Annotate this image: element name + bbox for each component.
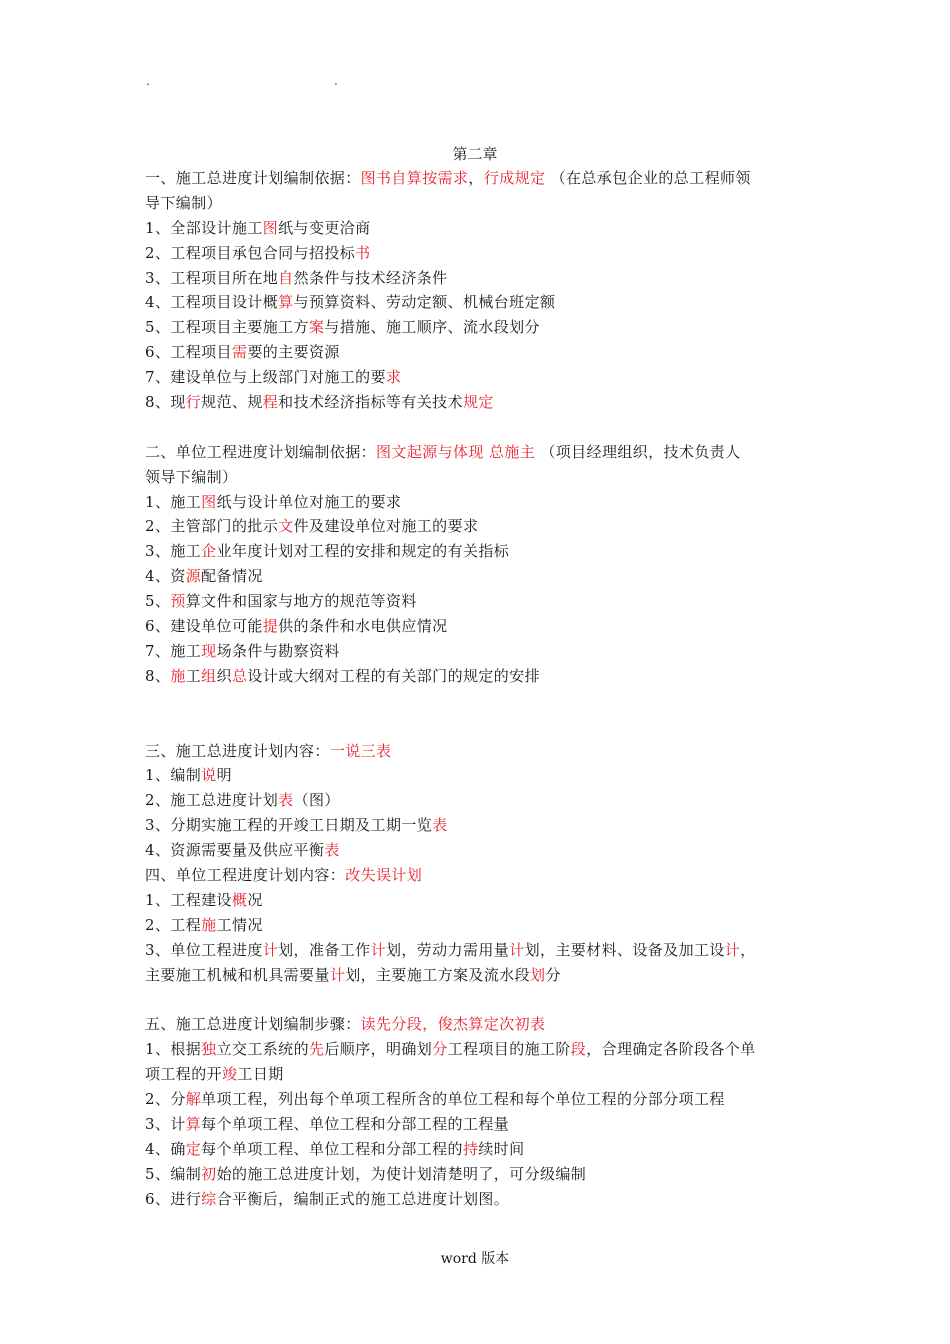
highlighted-text: 图书自算按需求 xyxy=(360,169,469,187)
text-line xyxy=(145,490,810,515)
text-segment: 工情况 xyxy=(216,915,263,934)
highlighted-text: 预 xyxy=(170,592,186,611)
highlighted-text: 段 xyxy=(570,1040,587,1059)
highlighted-text: 综 xyxy=(201,1189,217,1208)
text-segment: 立交工系统的 xyxy=(216,1040,309,1059)
text-segment: 5、编制 xyxy=(145,1164,202,1183)
text-segment: 始的施工总进度计划，为使计划清楚明了，可分级编制 xyxy=(216,1164,587,1183)
highlighted-text: 规定 xyxy=(462,393,494,412)
paragraph-gap xyxy=(145,415,810,440)
highlighted-text: 企 xyxy=(201,542,217,561)
text-segment: 和技术经济指标等有关技术 xyxy=(278,393,463,412)
text-segment: 领导下编制） xyxy=(145,467,238,486)
text-segment: 划，准备工作 xyxy=(278,940,371,959)
text-segment: 然条件与技术经济条件 xyxy=(293,268,448,287)
text-segment: 5、工程项目主要施工方 xyxy=(145,318,309,337)
highlighted-text: 说 xyxy=(201,766,217,785)
highlighted-text: 自 xyxy=(278,268,294,287)
text-segment: 4、确 xyxy=(145,1139,186,1158)
highlighted-text: 计 xyxy=(262,940,279,959)
highlighted-text: 行 xyxy=(185,393,202,412)
text-segment: 后顺序，明确划 xyxy=(324,1040,433,1059)
highlighted-text: 源 xyxy=(185,567,202,586)
text-segment: 五、施工总进度计划编制步骤： xyxy=(145,1015,361,1034)
highlighted-text: 施 xyxy=(170,666,186,685)
highlighted-text: 一说三表 xyxy=(329,741,392,760)
text-line xyxy=(145,913,810,938)
text-segment: 场条件与勘察资料 xyxy=(216,641,340,660)
text-segment: 5、 xyxy=(145,592,171,611)
text-segment: 明 xyxy=(216,766,232,785)
highlighted-text: 图 xyxy=(262,218,279,237)
text-segment: 3、计 xyxy=(145,1114,186,1133)
text-line xyxy=(145,564,810,589)
text-segment: 织 xyxy=(216,666,232,685)
text-line xyxy=(145,1062,810,1087)
text-segment: 况 xyxy=(247,890,263,909)
text-line xyxy=(145,365,810,390)
text-line xyxy=(145,1187,810,1212)
text-line xyxy=(145,290,810,315)
text-line xyxy=(145,589,810,614)
text-line xyxy=(145,1012,810,1037)
text-segment: 1、编制 xyxy=(145,766,202,785)
text-segment: 3、工程项目所在地 xyxy=(145,268,279,287)
text-line xyxy=(145,166,810,191)
text-segment: 工 xyxy=(185,666,202,685)
paragraph-gap xyxy=(145,987,810,1012)
text-segment: 二、单位工程进度计划编制依据： xyxy=(145,442,377,461)
highlighted-text: 组 xyxy=(201,666,217,685)
highlighted-text: 分 xyxy=(432,1040,448,1059)
text-segment: 2、工程项目承包合同与招投标 xyxy=(145,243,356,262)
text-line xyxy=(145,1137,810,1162)
highlighted-text: 计 xyxy=(509,940,525,959)
text-line xyxy=(145,191,810,216)
text-segment: 划，主要材料、设备及加工设 xyxy=(524,940,725,959)
text-line xyxy=(145,539,810,564)
text-segment: 合平衡后，编制正式的施工总进度计划图。 xyxy=(216,1189,510,1208)
text-segment: （项目经理组织，技术负责人 xyxy=(535,442,741,461)
paragraph-gap xyxy=(145,689,810,739)
text-line xyxy=(145,788,810,813)
page-footer: word 版本 xyxy=(440,1251,510,1267)
highlighted-text: 文 xyxy=(278,517,294,536)
text-segment: 每个单项工程、单位工程和分部工程的 xyxy=(201,1139,463,1158)
highlighted-text: 行成规定 xyxy=(483,169,546,187)
highlighted-text: 计 xyxy=(724,940,741,959)
text-segment: 1、工程建设 xyxy=(145,890,232,909)
text-segment: 供的条件和水电供应情况 xyxy=(278,617,448,636)
text-segment: 工程项目的施工阶 xyxy=(447,1040,571,1059)
text-segment: 7、施工 xyxy=(145,641,202,660)
text-segment: 2、施工总进度计划 xyxy=(145,791,279,810)
text-line xyxy=(145,1162,810,1187)
highlighted-text: 初 xyxy=(201,1164,217,1183)
text-line xyxy=(145,1112,810,1137)
highlighted-text: 求 xyxy=(385,368,402,387)
text-segment: 一、施工总进度计划编制依据： xyxy=(145,169,361,187)
chapter-title: 第二章 xyxy=(452,145,498,163)
text-segment: 项工程的开 xyxy=(145,1065,223,1084)
text-segment: 配备情况 xyxy=(201,567,263,586)
text-segment: ， xyxy=(740,940,756,959)
highlighted-text: 施 xyxy=(201,915,217,934)
highlighted-text: 竣 xyxy=(222,1065,238,1084)
text-segment: 2、分 xyxy=(145,1089,186,1108)
highlighted-text: 图 xyxy=(201,492,217,511)
text-line xyxy=(145,1037,810,1062)
text-segment: （在总承包企业的总工程师领 xyxy=(545,169,751,187)
text-line xyxy=(145,514,810,539)
text-segment: 6、进行 xyxy=(145,1189,202,1208)
text-line xyxy=(145,838,810,863)
highlighted-text: 持 xyxy=(462,1139,479,1158)
text-segment: 1、施工 xyxy=(145,492,202,511)
text-segment: 划，主要施工方案及流水段 xyxy=(345,965,531,984)
text-line xyxy=(145,241,810,266)
text-segment: 2、工程 xyxy=(145,915,202,934)
text-segment: 3、施工 xyxy=(145,542,202,561)
text-segment: 3、分期实施工程的开竣工日期及工期一览 xyxy=(145,816,433,835)
text-segment: 算文件和国家与地方的规范等资料 xyxy=(185,592,417,611)
text-line xyxy=(145,963,810,988)
header-dot-right: . xyxy=(334,74,338,88)
text-segment: 划，劳动力需用量 xyxy=(385,940,510,959)
text-segment: 1、全部设计施工 xyxy=(145,218,263,237)
text-segment: 三、施工总进度计划内容： xyxy=(145,741,330,760)
text-line xyxy=(145,440,810,465)
text-line xyxy=(145,216,810,241)
text-segment: 8、现 xyxy=(145,393,186,412)
text-segment: 1、根据 xyxy=(145,1040,202,1059)
text-segment: 设计或大纲对工程的有关部门的规定的安排 xyxy=(247,666,540,685)
text-line xyxy=(145,390,810,415)
text-line xyxy=(145,614,810,639)
text-segment: 4、资 xyxy=(145,567,186,586)
highlighted-text: 书 xyxy=(355,243,371,262)
text-segment: （图） xyxy=(293,791,340,810)
text-line xyxy=(145,1087,810,1112)
text-line xyxy=(145,664,810,689)
highlighted-text: 表 xyxy=(324,841,340,860)
text-line xyxy=(145,888,810,913)
text-segment: 每个单项工程、单位工程和分部工程的工程量 xyxy=(201,1114,510,1133)
highlighted-text: 定 xyxy=(185,1139,202,1158)
text-segment: 6、建设单位可能 xyxy=(145,617,263,636)
text-line xyxy=(145,465,810,490)
text-line xyxy=(145,739,810,764)
highlighted-text: 程 xyxy=(262,393,279,412)
highlighted-text: 算 xyxy=(185,1114,202,1133)
text-segment: 与措施、施工顺序、流水段划分 xyxy=(324,318,540,337)
text-segment: 导下编制） xyxy=(145,193,223,212)
highlighted-text: 改失误计划 xyxy=(345,865,423,884)
text-line xyxy=(145,813,810,838)
highlighted-text: 需 xyxy=(231,343,248,362)
text-line xyxy=(145,863,810,888)
document-body xyxy=(145,166,810,1211)
text-segment: ， xyxy=(468,169,484,187)
text-line xyxy=(145,938,810,963)
text-segment: 规范、规 xyxy=(201,393,263,412)
text-segment: 4、工程项目设计概 xyxy=(145,293,279,312)
highlighted-text: 概 xyxy=(231,890,248,909)
text-segment: 8、 xyxy=(145,666,171,685)
text-line xyxy=(145,315,810,340)
text-line xyxy=(145,639,810,664)
text-segment: 分 xyxy=(545,965,561,984)
text-segment: 4、资源需要量及供应平衡 xyxy=(145,841,325,860)
highlighted-text: 计 xyxy=(329,965,346,984)
highlighted-text: 图文起源与体现 总施主 xyxy=(376,442,536,461)
text-segment: ，合理确定各阶段各个单 xyxy=(586,1040,756,1059)
highlighted-text: 现 xyxy=(201,641,217,660)
highlighted-text: 表 xyxy=(278,791,294,810)
highlighted-text: 算 xyxy=(278,293,294,312)
highlighted-text: 独 xyxy=(201,1040,217,1059)
highlighted-text: 表 xyxy=(432,816,448,835)
text-line xyxy=(145,763,810,788)
text-segment: 6、工程项目 xyxy=(145,343,232,362)
text-segment: 业年度计划对工程的安排和规定的有关指标 xyxy=(216,542,510,561)
highlighted-text: 读先分段，俊杰算定次初表 xyxy=(360,1015,546,1034)
text-segment: 主要施工机械和机具需要量 xyxy=(145,965,330,984)
text-segment: 与预算资料、劳动定额、机械台班定额 xyxy=(293,293,556,312)
text-segment: 续时间 xyxy=(478,1139,525,1158)
highlighted-text: 解 xyxy=(185,1089,202,1108)
highlighted-text: 划 xyxy=(530,965,546,984)
text-segment: 要的主要资源 xyxy=(247,343,340,362)
text-segment: 件及建设单位对施工的要求 xyxy=(293,517,479,536)
text-line xyxy=(145,340,810,365)
text-segment: 7、建设单位与上级部门对施工的要 xyxy=(145,368,386,387)
text-segment: 四、单位工程进度计划内容： xyxy=(145,865,346,884)
highlighted-text: 案 xyxy=(308,318,325,337)
text-segment: 纸与变更洽商 xyxy=(278,218,371,237)
highlighted-text: 计 xyxy=(370,940,386,959)
header-dot-left: . xyxy=(146,74,150,88)
text-segment: 3、单位工程进度 xyxy=(145,940,263,959)
highlighted-text: 先 xyxy=(308,1040,325,1059)
highlighted-text: 提 xyxy=(262,617,279,636)
text-segment: 2、主管部门的批示 xyxy=(145,517,279,536)
text-line xyxy=(145,266,810,291)
text-segment: 纸与设计单位对施工的要求 xyxy=(216,492,402,511)
text-segment: 工日期 xyxy=(237,1065,284,1084)
highlighted-text: 总 xyxy=(231,666,248,685)
text-segment: 单项工程，列出每个单项工程所含的单位工程和每个单位工程的分部分项工程 xyxy=(201,1089,725,1108)
